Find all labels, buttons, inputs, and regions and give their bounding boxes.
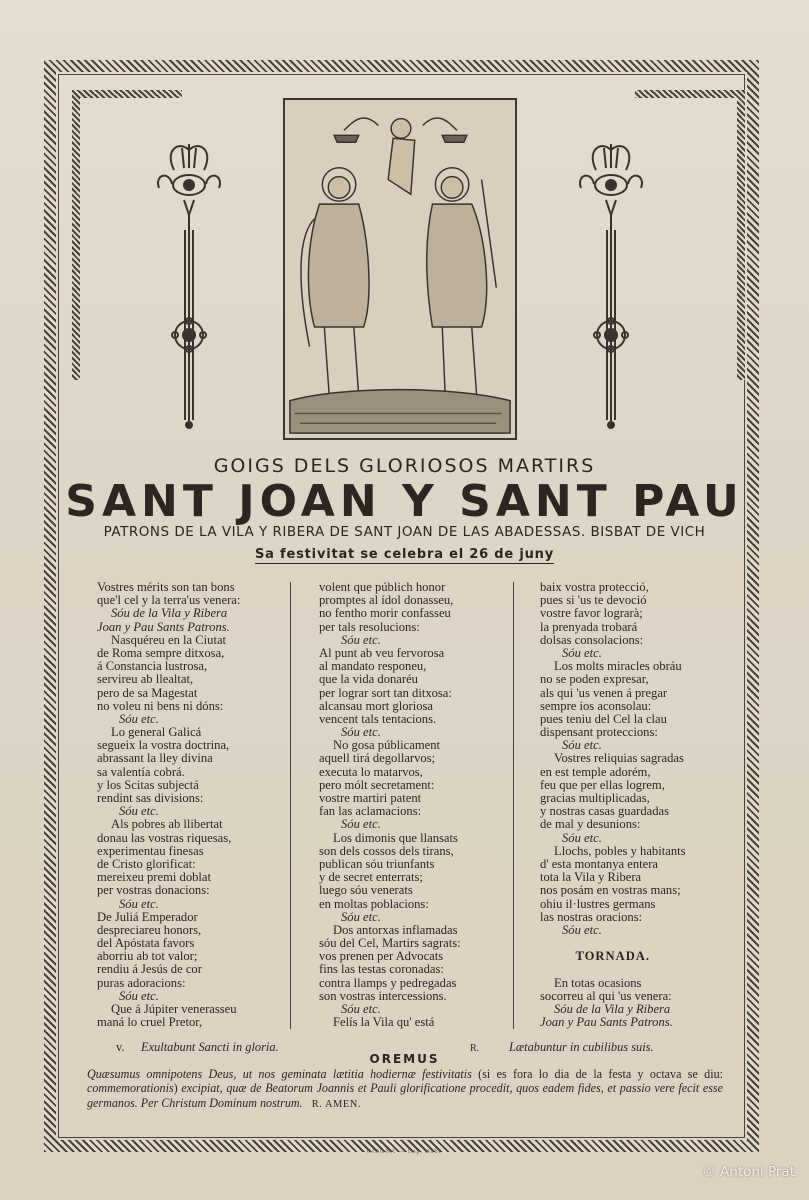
verse-line: no voleu ni bens ni dóns:: [97, 698, 224, 713]
verse-line: Joan y Pau Sants Patrons.: [540, 1015, 673, 1030]
verse-line: del Apóstata favors: [97, 936, 195, 951]
verse-line: de Roma sempre ditxosa,: [97, 645, 225, 660]
verse-line: aborriu ab tot valor;: [97, 949, 198, 964]
prayer-part-2: (si es fora lo dia de la festa y octava se diu:: [471, 1067, 723, 1081]
verse-line: volent que públich honor: [319, 580, 446, 594]
verse-line: pues teniu del Cel la clau: [540, 711, 667, 726]
title-saints-names: SANT JOAN Y SANT PAU: [65, 476, 744, 527]
verse-line: De Juliá Emperador: [97, 909, 198, 924]
verse-line: no fentho morir confasseu: [319, 606, 451, 621]
verse-line: nos posám en vostras mans;: [540, 883, 681, 898]
verse-line: executa lo matarvos,: [319, 764, 423, 779]
column-divider-2: [513, 582, 514, 1029]
verse-line: publican sóu triunfants: [319, 856, 435, 871]
festivity-date-line: [0, 547, 809, 562]
verse-line: Als pobres ab llibertat: [111, 817, 223, 832]
verse-line: experimentau finesas: [97, 843, 204, 858]
verse-line: Sóu etc.: [562, 738, 602, 753]
verse-line: y de secret enterrats;: [319, 870, 423, 885]
versicle-text: Exultabunt Sancti in gloria.: [141, 1040, 279, 1054]
verse-line: Sóu etc.: [562, 645, 602, 660]
title-line-1: GOIGS DELS GLORIOSOS MARTIRS: [213, 455, 596, 477]
verse-line: dolsas consolacions:: [540, 632, 644, 647]
verse-line: als qui 'us venen á pregar: [540, 685, 668, 700]
verse-line: y nostras casas guardadas: [540, 804, 670, 819]
verse-line: vostre martiri patent: [319, 791, 422, 805]
verse-line: de mal y desunions:: [540, 817, 641, 832]
verse-line: tota la Vila y Ribera: [540, 870, 642, 885]
verse-line: la prenyada trobará: [540, 619, 638, 634]
verse-line: feu que per ellas logrem,: [540, 777, 665, 792]
verse-line: Sóu de la Vila y Ribera: [554, 1002, 671, 1016]
verse-line: aquell tirá degollarvos;: [319, 751, 436, 766]
versicle-mark: v.: [116, 1040, 125, 1054]
verse-line: de Cristo glorificat:: [97, 856, 196, 871]
verse-line: puras adoracions:: [97, 975, 186, 990]
verse-line: Joan y Pau Sants Patrons.: [97, 619, 230, 634]
verse-line: Sóu etc.: [341, 632, 381, 647]
verse-line: y los Scitas subjectá: [97, 777, 199, 792]
verse-line: contra llamps y pedregadas: [319, 975, 457, 990]
verse-line: Nasquéreu en la Ciutat: [111, 632, 227, 647]
verse-line: pero de sa Magestat: [97, 685, 198, 700]
verse-line: gracias multiplicadas,: [540, 791, 650, 805]
verse-line: á Constancia lustrosa,: [97, 659, 208, 674]
verse-line: Lo general Galicá: [111, 725, 202, 740]
verse-column-3: [540, 581, 686, 1029]
verse-line: Sóu etc.: [341, 909, 381, 924]
verse-line: maná lo cruel Pretor,: [97, 1015, 203, 1030]
verse-line: Vostres reliquias sagradas: [554, 751, 684, 766]
verse-line: pues si 'us te devoció: [540, 593, 647, 608]
verse-line: donau las vostras riquesas,: [97, 830, 232, 845]
oremus-heading: OREMUS: [369, 1052, 440, 1066]
verse-line: Dos antorxas inflamadas: [333, 922, 458, 937]
right-palmette-ornament: [576, 140, 646, 430]
festivity-date-text: Sa festivitat se celebra el 26 de juny: [255, 547, 554, 562]
verse-line: Al punt ab veu fervorosa: [319, 645, 445, 660]
verse-line: mereixeu premi doblat: [97, 870, 212, 885]
verse-line: vos prenen per Advocats: [319, 949, 444, 964]
verse-line: Sóu etc.: [119, 896, 159, 911]
verse-line: d' esta montanya entera: [540, 856, 659, 871]
response-text: Lætabuntur in cubilibus suis.: [509, 1040, 654, 1054]
verse-line: Felís la Vila qu' está: [333, 1015, 435, 1030]
prayer-part-5: excipiat, quæ de Beatorum Joannis et Pauli glorificatione procedit, quos eadem fides, et passio vere fecit esse germanos. Per Christum Dominum nostrum.: [87, 1081, 723, 1110]
verse-line: En totas ocasions: [554, 975, 642, 990]
verse-line: Sóu de la Vila y Ribera: [111, 606, 228, 621]
verse-line: en est temple adorém,: [540, 764, 651, 779]
verse-line: al mandato responeu,: [319, 659, 427, 674]
verse-column-2: [319, 581, 461, 1029]
verse-line: pero mólt secretament:: [319, 777, 435, 792]
verse-line: Sóu etc.: [562, 922, 602, 937]
verse-line: Sóu etc.: [119, 711, 159, 726]
right-corner-frieze: [635, 90, 745, 380]
verse-line: [540, 963, 686, 976]
verse-line: alcansau mort gloriosa: [319, 698, 434, 713]
verse-line: ohiu il·lustres germans: [540, 896, 656, 911]
verse-line: en moltas poblacions:: [319, 896, 429, 911]
verse-line: No gosa públicament: [333, 738, 441, 753]
verse-line: socorreu al qui 'us venera:: [540, 988, 672, 1003]
verse-line: per vostras donacions:: [97, 883, 210, 898]
response-mark: R.: [470, 1043, 480, 1054]
verse-line: dispensant proteccions:: [540, 725, 658, 740]
verse-line: Llochs, pobles y habitants: [554, 843, 686, 858]
printer-imprint: GIRONA — Imp. Bohé: [366, 1149, 443, 1155]
verse-line: Vostres mérits son tan bons: [97, 580, 235, 594]
verse-line: son vostras intercessions.: [319, 988, 447, 1003]
verse-line: TORNADA.: [575, 949, 651, 964]
verse-line: Sóu etc.: [341, 725, 381, 740]
verse-line: rendiu á Jesús de cor: [97, 962, 202, 977]
prayer-text: [87, 1067, 723, 1112]
verse-line: sempre ios aconsolau:: [540, 698, 652, 713]
prayer-part-1: Quæsumus omnipotens Deus, ut nos geminata lætitia hodiernæ festivitatis: [87, 1067, 472, 1081]
verse-line: Los dimonis que llansats: [333, 830, 458, 845]
title-patrons-line: PATRONS DE LA VILA Y RIBERA DE SANT JOAN DE LAS ABADESSAS. BISBAT DE VICH: [103, 524, 706, 540]
prayer-amen: R. AMEN.: [311, 1098, 361, 1110]
verse-line: baix vostra protecció,: [540, 580, 649, 594]
verse-line: sóu del Cel, Martirs sagrats:: [319, 936, 461, 951]
verse-line: Sóu etc.: [562, 830, 602, 845]
verse-line: vostre favor lograrà;: [540, 606, 643, 621]
verse-line: Los molts miracles obráu: [554, 659, 682, 674]
verse-line: que'l cel y la terra'us venera:: [97, 593, 241, 608]
verse-line: per lograr sort tan ditxosa:: [319, 685, 452, 700]
verse-line: sa valentía cobrá.: [97, 764, 185, 779]
verse-line: fan las aclamacions:: [319, 804, 422, 819]
verse-line: Sóu etc.: [341, 1002, 381, 1016]
verse-line: servireu ab llealtat,: [97, 672, 194, 687]
verse-line: Sóu etc.: [119, 988, 159, 1003]
verse-line: per tals resolucions:: [319, 619, 420, 634]
verse-line: despreciareu honors,: [97, 922, 202, 937]
verse-line: luego sóu venerats: [319, 883, 413, 898]
verse-line: no se poden expresar,: [540, 672, 649, 687]
verse-line: fins las testas coronadas:: [319, 962, 444, 977]
verse-line: rendint sas divisions:: [97, 791, 204, 805]
verse-line: Que á Júpiter venerasseu: [111, 1002, 237, 1016]
prayer-part-4: ): [173, 1081, 182, 1096]
prayer-part-3: commemorationis: [87, 1081, 174, 1096]
verse-line: son dels cossos dels tirans,: [319, 843, 454, 858]
copyright-watermark: © Antoni Prat: [702, 1164, 795, 1180]
verse-line: abrassant la lley divina: [97, 751, 213, 766]
column-divider-1: [290, 582, 291, 1029]
verse-line: vencent tals tentacions.: [319, 711, 437, 726]
verse-line: segueix la vostra doctrina,: [97, 738, 230, 753]
verse-line: promptes al ídol donasseu,: [319, 593, 454, 608]
verse-line: Sóu etc.: [119, 804, 159, 819]
verse-line: que la vida donaréu: [319, 672, 418, 687]
saints-engraving-image: [283, 98, 517, 440]
verse-line: Sóu etc.: [341, 817, 381, 832]
verse-line: las nostras oracions:: [540, 909, 643, 924]
verse-column-1: [97, 581, 240, 1029]
left-palmette-ornament: [154, 140, 224, 430]
